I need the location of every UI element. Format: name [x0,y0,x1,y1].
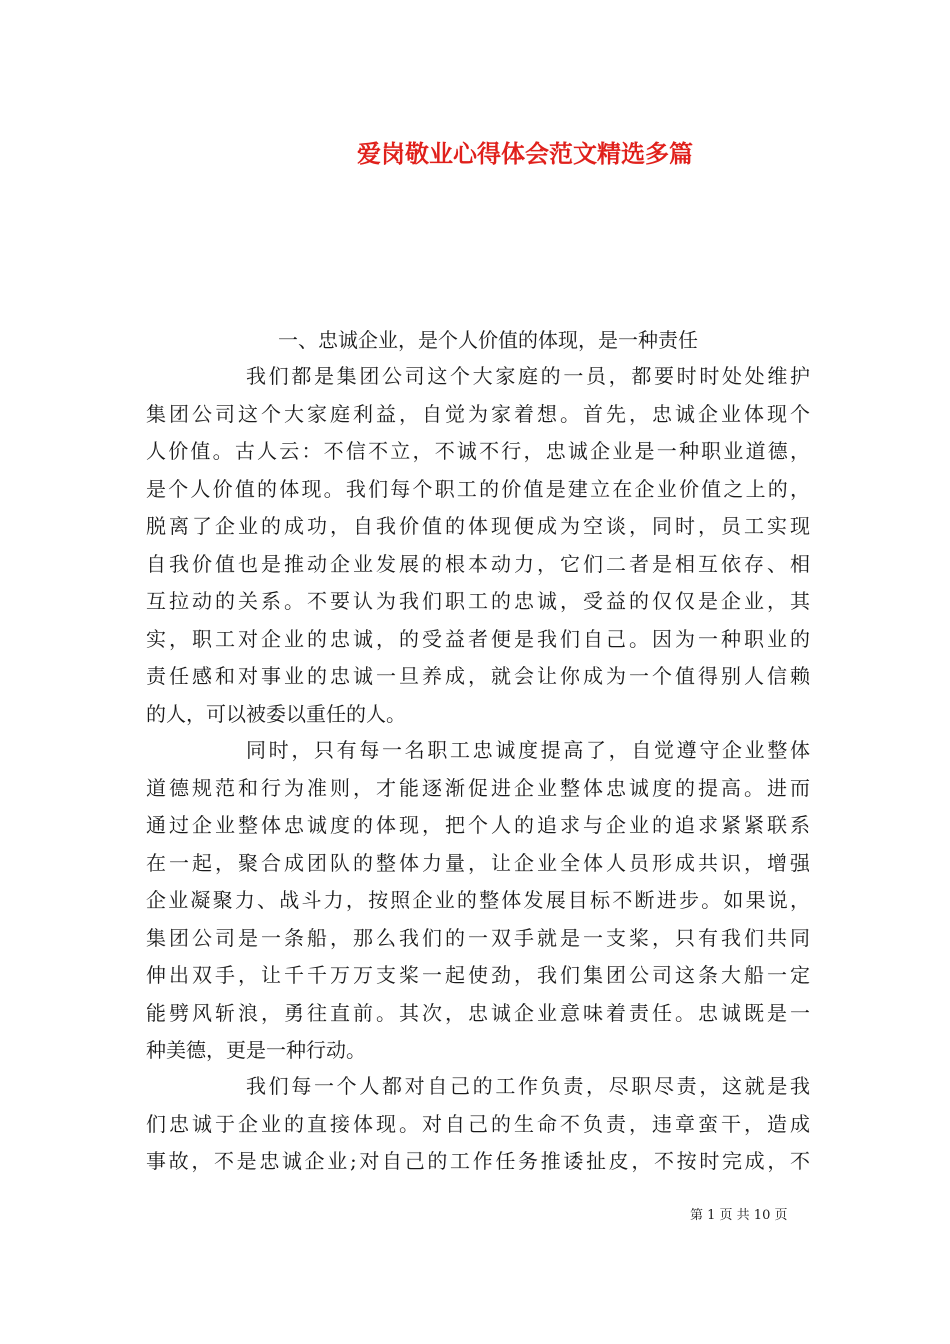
paragraph-line: 事故，不是忠诚企业;对自己的工作任务推诿扯皮，不按时完成，不 [146,1149,810,1173]
paragraph-line: 种美德，更是一种行动。 [146,1038,366,1062]
paragraph-line: 同时，只有每一名职工忠诚度提高了，自觉遵守企业整体 [246,738,810,762]
paragraph-line: 实，职工对企业的忠诚，的受益者便是我们自己。因为一种职业的 [146,626,810,651]
page-number-footer: 第 1 页 共 10 页 [690,1208,788,1223]
paragraph-line: 通过企业整体忠诚度的体现，把个人的追求与企业的追求紧紧联系 [146,813,810,837]
paragraph-line: 能劈风斩浪，勇往直前。其次，忠诚企业意味着责任。忠诚既是一 [146,1000,810,1025]
paragraph-line: 人价值。古人云：不信不立，不诚不行，忠诚企业是一种职业道德， [146,439,810,463]
paragraph-line: 伸出双手，让千千万万支桨一起使劲，我们集团公司这条大船一定 [146,963,810,987]
paragraph-line: 们忠诚于企业的直接体现。对自己的生命不负责，违章蛮干，造成 [146,1111,810,1136]
paragraph-line: 集团公司这个大家庭利益，自觉为家着想。首先，忠诚企业体现个 [146,401,810,426]
paragraph-line: 我们每一个人都对自己的工作负责，尽职尽责，这就是我 [246,1074,810,1098]
paragraph-line: 自我价值也是推动企业发展的根本动力，它们二者是相互依存、相 [146,551,810,576]
paragraph-line: 在一起，聚合成团队的整体力量，让企业全体人员形成共识，增强 [146,850,810,875]
paragraph-line: 企业凝聚力、战斗力，按照企业的整体发展目标不断进步。如果说， [146,888,810,912]
paragraph-line: 责任感和对事业的忠诚一旦养成，就会让你成为一个值得别人信赖 [146,664,810,688]
paragraph-line: 是个人价值的体现。我们每个职工的价值是建立在企业价值之上的， [146,476,810,501]
paragraph-line: 集团公司是一条船，那么我们的一双手就是一支桨，只有我们共同 [146,925,810,950]
section-heading: 一、忠诚企业，是个人价值的体现，是一种责任 [278,328,698,352]
paragraph-line: 互拉动的关系。不要认为我们职工的忠诚，受益的仅仅是企业，其 [146,589,810,613]
document-title: 爱岗敬业心得体会范文精选多篇 [357,139,693,168]
paragraph-line: 的人，可以被委以重任的人。 [146,701,406,726]
paragraph-2 [146,732,810,1070]
paragraph-line: 我们都是集团公司这个大家庭的一员，都要时时处处维护 [246,364,810,388]
paragraph-line: 道德规范和行为准则，才能逐渐促进企业整体忠诚度的提高。进而 [146,775,810,800]
paragraph-line: 脱离了企业的成功，自我价值的体现便成为空谈，同时，员工实现 [146,514,810,538]
paragraph-3 [146,1068,810,1181]
paragraph-1 [146,358,810,733]
